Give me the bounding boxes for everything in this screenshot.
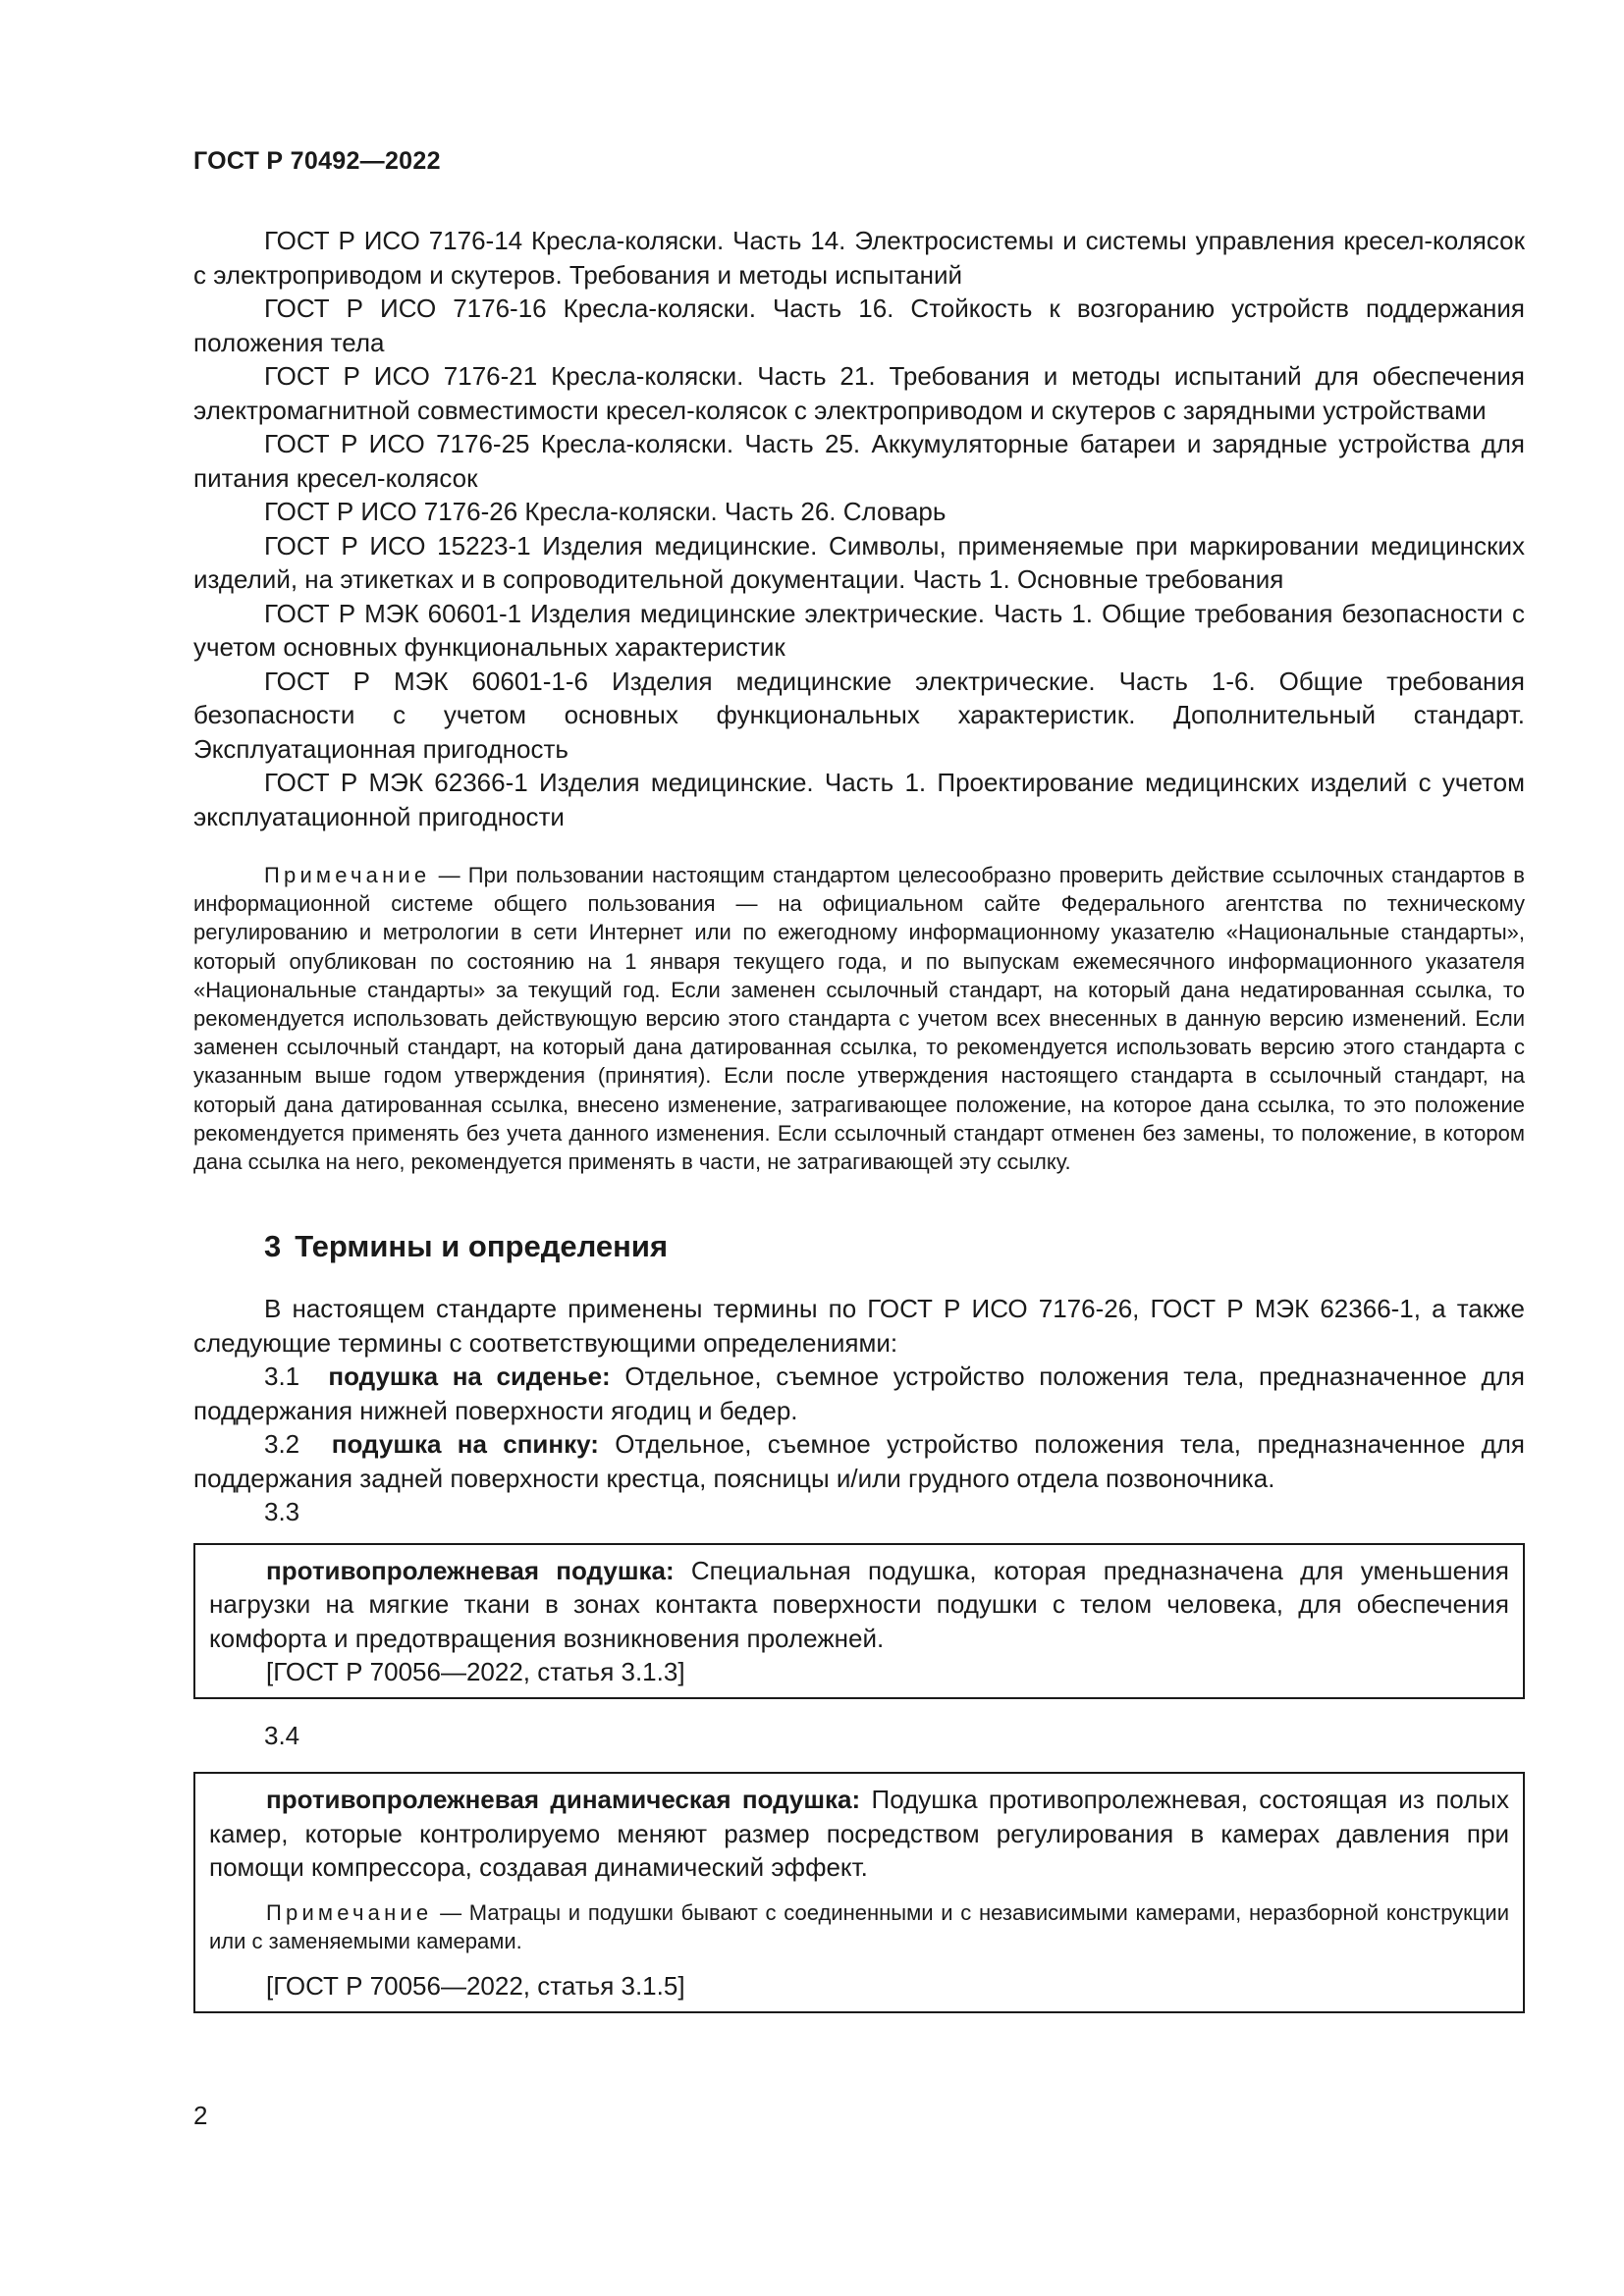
term-name: противопролежневая динамическая подушка:	[266, 1785, 861, 1815]
section-title: Термины и определения	[295, 1229, 669, 1264]
reference-item: ГОСТ Р МЭК 60601-1-6 Изделия медицинские электрические. Часть 1-6. Общие требования безопасности с учетом основных функциональных характеристик. Дополнительный стандарт. Эксплуатационная пригодность	[193, 666, 1525, 764]
term-number-line: 3.4	[264, 1720, 300, 1750]
document-header: ГОСТ Р 70492—2022	[193, 147, 441, 175]
boxed-term	[193, 1543, 1525, 1699]
reference-item: ГОСТ Р ИСО 7176-21 Кресла-коляски. Часть 21. Требования и методы испытаний для обеспечения электромагнитной совместимости кресел-колясок с электроприводом и скутеров с зарядными устройствами	[193, 361, 1525, 425]
term-definition: Отдельное, съемное устройство положения тела, предназначенное для поддержания задней поверхности крестца, поясницы и/или грудного отдела позвоночника.	[193, 1429, 1526, 1493]
note-text: При пользовании настоящим стандартом целесообразно проверить действие ссылочных стандартов в информационной системе общего пользования — на официальном сайте Федерального агентства по техническому регулированию и метрологии в сети Интернет или по ежегодному информационному указателю «Национальные стандарты», который опубликован по состоянию на 1 января текущего года, и по выпускам ежемесячного информационного указателя «Национальные стандарты» за текущий год. Если заменен ссылочный стандарт, на который дана недатированная ссылка, то рекомендуется использовать действующую версию этого стандарта с учетом всех внесенных в данную версию изменений. Если заменен ссылочный стандарт, на который дана датированная ссылка, то рекомендуется использовать версию этого стандарта с указанным выше годом утверждения (принятия). Если после утверждения настоящего стандарта в ссылочный стандарт, на который дана датированная ссылка, внесено изменение, затрагивающее положение, на которое дана ссылка, то это положение рекомендуется применять без учета данного изменения. Если ссылочный стандарт отменен без замены, то положение, в котором дана ссылка на него, рекомендуется применять в части, не затрагивающей эту ссылку.	[193, 863, 1525, 1175]
term-source: [ГОСТ Р 70056—2022, статья 3.1.3]	[266, 1657, 685, 1687]
reference-item: ГОСТ Р МЭК 62366-1 Изделия медицинские. Часть 1. Проектирование медицинских изделий с учетом эксплуатационной пригодности	[193, 768, 1525, 831]
term-number-line: 3.3	[264, 1497, 300, 1527]
note-label: Примечание	[266, 1899, 433, 1925]
section-body	[193, 1292, 1525, 2012]
note-text: Матрацы и подушки бывают с соединенными и с независимыми камерами, неразборной конструкции или с заменяемыми камерами.	[209, 1899, 1509, 1953]
reference-item: ГОСТ Р ИСО 7176-25 Кресла-коляски. Часть 25. Аккумуляторные батареи и зарядные устройства для питания кресел-колясок	[193, 429, 1525, 493]
term-number: 3.1	[264, 1362, 300, 1392]
reference-item: ГОСТ Р ИСО 7176-26 Кресла-коляски. Часть 26. Словарь	[264, 497, 947, 526]
term-entry	[193, 1360, 1525, 1427]
boxed-term-note	[209, 1898, 1509, 1955]
section-heading	[264, 1227, 1525, 1266]
term-source: [ГОСТ Р 70056—2022, статья 3.1.5]	[266, 1971, 685, 2002]
term-name: подушка на спинку:	[331, 1429, 599, 1460]
note-label: Примечание	[264, 863, 431, 887]
term-number: 3.2	[264, 1429, 300, 1460]
normative-references-list	[193, 224, 1525, 833]
note-dash: —	[430, 863, 468, 887]
reference-item: ГОСТ Р ИСО 7176-14 Кресла-коляски. Часть 14. Электросистемы и системы управления кресел-колясок с электроприводом и скутеров. Требования и методы испытаний	[193, 226, 1525, 290]
note-dash: —	[432, 1899, 469, 1925]
term-entry	[193, 1427, 1525, 1495]
section-number: 3	[264, 1229, 282, 1264]
term-name: противопролежневая подушка:	[266, 1555, 675, 1585]
term-definition: Отдельное, съемное устройство положения тела, предназначенное для поддержания нижней поверхности ягодиц и бедер.	[193, 1362, 1525, 1425]
boxed-term-text	[209, 1783, 1509, 1885]
references-note	[193, 861, 1525, 1176]
section-intro: В настоящем стандарте применены термины по ГОСТ Р ИСО 7176-26, ГОСТ Р МЭК 62366-1, а также следующие термины с соответствующими определениями:	[193, 1294, 1525, 1358]
page-number: 2	[193, 2101, 208, 2130]
term-name: подушка на сиденье:	[328, 1362, 611, 1392]
reference-item: ГОСТ Р ИСО 15223-1 Изделия медицинские. Символы, применяемые при маркировании медицинских изделий, на этикетках и в сопроводительной документации. Часть 1. Основные требования	[193, 530, 1525, 594]
page-content	[193, 224, 1525, 2013]
reference-item: ГОСТ Р МЭК 60601-1 Изделия медицинские электрические. Часть 1. Общие требования безопасности с учетом основных функциональных характеристик	[193, 598, 1525, 662]
boxed-term-text	[209, 1554, 1509, 1656]
boxed-term	[193, 1772, 1525, 2012]
reference-item: ГОСТ Р ИСО 7176-16 Кресла-коляски. Часть 16. Стойкость к возгоранию устройств поддержания положения тела	[193, 294, 1525, 357]
term-definition: Подушка противопролежневая, состоящая из полых камер, которые контролируемо меняют размер посредством регулирования в камерах давления при помощи компрессора, создавая динамический эффект.	[209, 1785, 1509, 1883]
term-definition: Специальная подушка, которая предназначена для уменьшения нагрузки на мягкие ткани в зонах контакта поверхности подушки с телом человека, для обеспечения комфорта и предотвращения возникновения пролежней.	[209, 1555, 1509, 1653]
